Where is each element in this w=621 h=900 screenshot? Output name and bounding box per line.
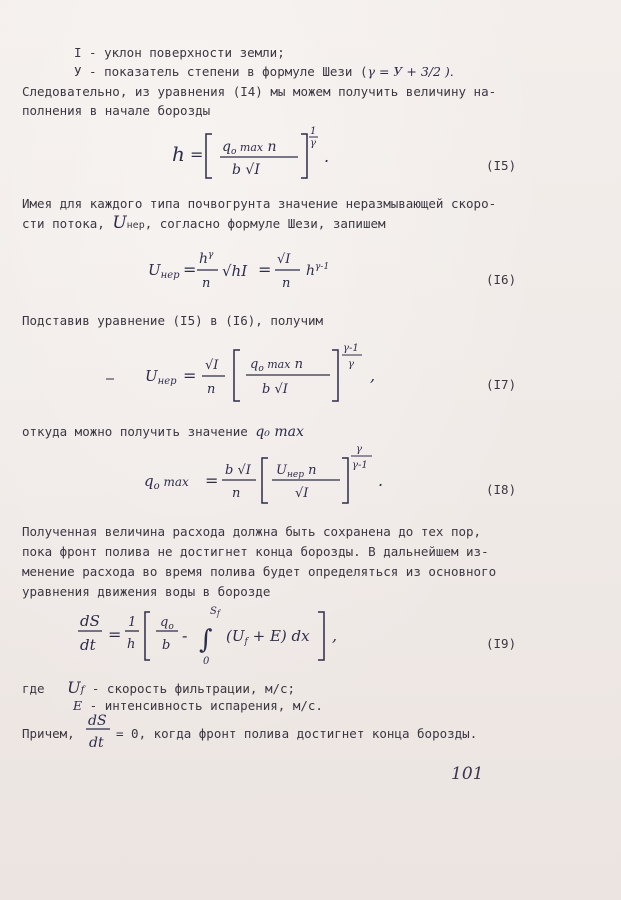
svg-text:n: n	[202, 276, 211, 291]
svg-text:qo max: $q_o$ $^{max}$	[144, 472, 189, 492]
svg-text:hγ-1: $h^{\gamma-1}$	[306, 262, 330, 279]
svg-text:b √I: b √I	[232, 162, 260, 178]
svg-text:Sf: $S_f$	[210, 606, 220, 618]
equation-number-18: (I8)	[486, 482, 517, 497]
line-exponent: У - показатель степени в формуле Шези (γ = У + 3/2 ).	[74, 64, 454, 79]
line-obtain-value: откуда можно получить значение q₀ max	[22, 424, 304, 440]
svg-text:0: 0	[203, 656, 210, 667]
line-substitute: Подставив уравнение (I5) в (I6), получим	[22, 313, 324, 328]
svg-text:.: .	[324, 147, 330, 166]
formula-17	[106, 343, 375, 401]
svg-text:=: =	[108, 625, 122, 644]
svg-text:∫: ∫	[199, 625, 213, 655]
svg-text:γ-1: γ-1	[352, 460, 368, 471]
line-slope: I - уклон поверхности земли;	[74, 45, 285, 60]
line-discharge-1: Полученная величина расхода должна быть сохранена до тех пор,	[22, 524, 482, 539]
line-flow-speed: сти потока, Uнер, согласно формуле Шези, запишем	[22, 213, 386, 233]
line-moreover: Причем,	[22, 726, 75, 741]
svg-text:√I: √I	[277, 252, 291, 267]
equation-number-17: (I7)	[486, 377, 517, 392]
svg-text:=: =	[190, 145, 204, 164]
formula-18	[144, 444, 383, 503]
svg-text:n: n	[232, 486, 241, 501]
svg-text:√I: √I	[295, 486, 309, 501]
svg-text:b √I: b √I	[262, 382, 288, 397]
svg-text:dt: dt	[80, 636, 96, 654]
svg-text:=: =	[183, 366, 197, 385]
equation-number-16: (I6)	[486, 272, 517, 287]
svg-text:Uнер: $U_{нер}$	[148, 261, 180, 281]
formula-15	[172, 126, 329, 178]
line-moreover-end: = 0, когда фронт полива достигнет конца борозды.	[116, 726, 478, 741]
svg-text:Uнер n: $U_{нер}$ n	[276, 463, 317, 480]
svg-text:,: ,	[370, 366, 376, 385]
svg-text:γ: γ	[348, 359, 354, 370]
page-number: 101	[451, 764, 484, 784]
svg-text:dS: dS	[88, 713, 107, 729]
svg-text:.: .	[378, 471, 384, 490]
svg-text:h: h	[172, 142, 185, 166]
svg-text:1: 1	[128, 615, 137, 630]
svg-text:dt: dt	[89, 735, 104, 751]
svg-text:-: -	[182, 626, 188, 645]
line-where-uf: где Uf - скорость фильтрации, м/с;	[22, 678, 296, 697]
svg-text:=: =	[205, 471, 219, 490]
svg-text:,: ,	[332, 626, 338, 645]
svg-text:γ: γ	[356, 444, 362, 455]
equation-number-19: (I9)	[486, 636, 517, 651]
svg-text:√hI: √hI	[222, 262, 248, 280]
formula-16	[148, 250, 329, 291]
svg-text:b: b	[162, 638, 171, 653]
svg-text:qo max n: $q_o$ $^{max}$ n	[250, 357, 303, 374]
line-discharge-3: менение расхода во время полива будет определяться из основного	[22, 564, 497, 579]
svg-text:hγ: $h^\gamma$	[199, 250, 214, 267]
svg-text:h: h	[127, 637, 136, 652]
line-evaporation: E - интенсивность испарения, м/с.	[73, 698, 323, 713]
svg-text:dS: dS	[80, 612, 100, 630]
svg-text:√I: √I	[205, 358, 219, 373]
svg-text:γ: γ	[310, 138, 316, 149]
line-furrow-start: полнения в начале борозды	[22, 103, 211, 118]
equation-number-15: (I5)	[486, 158, 517, 173]
svg-text:b √I: b √I	[225, 463, 251, 478]
line-soil-type: Имея для каждого типа почвогрунта значение неразмывающей скоро-	[22, 196, 497, 211]
line-therefore: Следовательно, из уравнения (I4) мы можем получить величину на-	[22, 84, 497, 99]
svg-text:1: 1	[310, 126, 317, 137]
line-discharge-2: пока фронт полива не достигнет конца борозды. В дальнейшем из-	[22, 544, 489, 559]
svg-text:=: =	[258, 260, 272, 279]
line-discharge-4: уравнения движения воды в борозде	[22, 584, 271, 599]
svg-text:γ-1: γ-1	[343, 343, 359, 354]
svg-text:qo max n: $q_o$ $^{max}$ n	[222, 139, 277, 157]
formula-ds-dt-inline	[86, 713, 110, 751]
formula-19	[78, 606, 337, 667]
svg-text:qo: $q_o$	[160, 615, 174, 632]
svg-text:n: n	[207, 382, 216, 397]
svg-text:=: =	[183, 260, 197, 279]
svg-text:Uнер: $U_{нер}$	[145, 367, 177, 387]
svg-text:n: n	[282, 276, 291, 291]
svg-text:(Uf + E) dx: $(U_f + E)$ dx	[226, 627, 310, 647]
